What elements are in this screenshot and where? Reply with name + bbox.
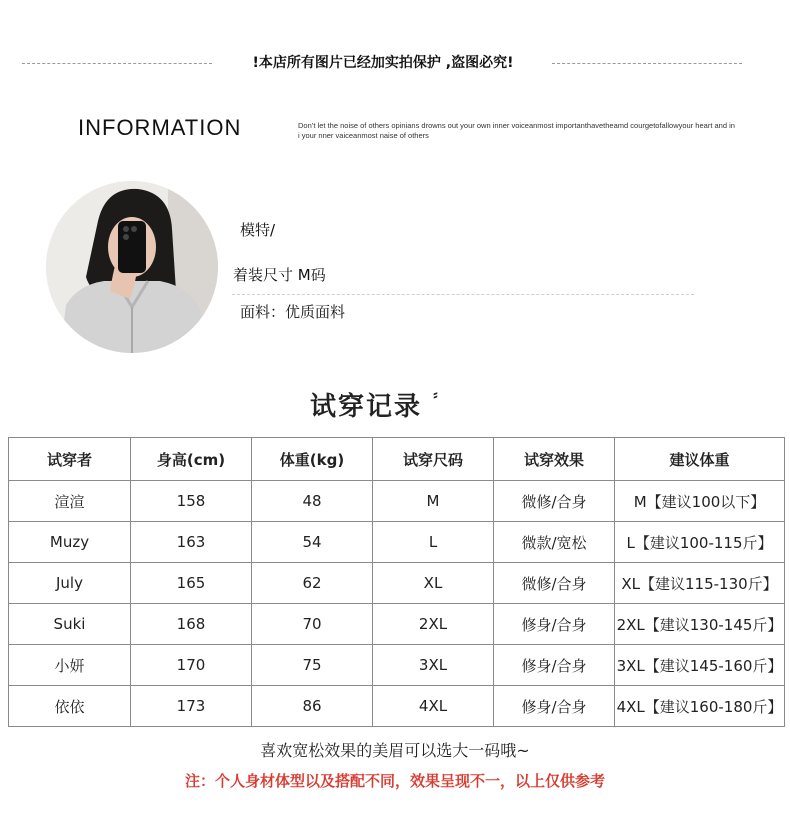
cell-height: 170 xyxy=(131,645,252,686)
cell-height: 173 xyxy=(131,686,252,727)
size-label: 着装尺寸 M码 xyxy=(233,266,326,284)
cell-height: 158 xyxy=(131,481,252,522)
cell-tester: July xyxy=(9,563,131,604)
cell-effect: 修身/合身 xyxy=(494,645,615,686)
sparkle-icon: ⸗ xyxy=(433,387,440,403)
model-avatar xyxy=(46,181,218,353)
header-height: 身高(cm) xyxy=(131,438,252,481)
cell-weight: 48 xyxy=(252,481,373,522)
table-row xyxy=(9,645,785,686)
cell-weight: 70 xyxy=(252,604,373,645)
cell-size: XL xyxy=(373,563,494,604)
size-tip: 喜欢宽松效果的美眉可以选大一码哦~ xyxy=(260,741,530,760)
information-text: Don’t let the noise of others opinians drowns out your own inner voiceanmost importanthavetheamd courgetofallowyour heart and in i your nner vaiceanmost naise of others xyxy=(298,121,735,140)
header-effect: 试穿效果 xyxy=(494,438,615,481)
table-row xyxy=(9,563,785,604)
disclaimer-note: 注：个人身材体型以及搭配不同，效果呈现不一，以上仅供参考 xyxy=(184,772,605,790)
cell-effect: 微修/合身 xyxy=(494,481,615,522)
cell-weight: 62 xyxy=(252,563,373,604)
cell-tester: 小妍 xyxy=(9,645,131,686)
cell-effect: 修身/合身 xyxy=(494,686,615,727)
cell-effect: 微修/合身 xyxy=(494,563,615,604)
cell-height: 163 xyxy=(131,522,252,563)
cell-tester: 渲渲 xyxy=(9,481,131,522)
header-suggested-weight: 建议体重 xyxy=(615,438,785,481)
divider-left xyxy=(22,63,212,64)
cell-weight: 54 xyxy=(252,522,373,563)
table-header-row xyxy=(9,438,785,481)
cell-suggested-weight: L【建议100-115斤】 xyxy=(615,522,785,563)
table-row xyxy=(9,604,785,645)
cell-size: 4XL xyxy=(373,686,494,727)
notice-row xyxy=(22,52,767,74)
cell-weight: 86 xyxy=(252,686,373,727)
size-table xyxy=(8,437,785,727)
cell-suggested-weight: 4XL【建议160-180斤】 xyxy=(615,686,785,727)
divider-right xyxy=(552,63,742,64)
cell-tester: Muzy xyxy=(9,522,131,563)
cell-tester: 依依 xyxy=(9,686,131,727)
spec-divider xyxy=(232,294,694,295)
section-title-text: 试穿记录 xyxy=(310,392,423,422)
cell-tester: Suki xyxy=(9,604,131,645)
fabric-label: 面料：优质面料 xyxy=(240,303,346,321)
cell-weight: 75 xyxy=(252,645,373,686)
header-weight: 体重(kg) xyxy=(252,438,373,481)
cell-size: 2XL xyxy=(373,604,494,645)
cell-effect: 微款/宽松 xyxy=(494,522,615,563)
table-row xyxy=(9,686,785,727)
cell-height: 165 xyxy=(131,563,252,604)
information-title: INFORMATION xyxy=(78,115,242,140)
header-tester: 试穿者 xyxy=(9,438,131,481)
model-label: 模特/ xyxy=(240,221,276,239)
section-title xyxy=(310,386,440,423)
table-row xyxy=(9,481,785,522)
cell-suggested-weight: 3XL【建议145-160斤】 xyxy=(615,645,785,686)
cell-suggested-weight: 2XL【建议130-145斤】 xyxy=(615,604,785,645)
cell-suggested-weight: XL【建议115-130斤】 xyxy=(615,563,785,604)
cell-size: 3XL xyxy=(373,645,494,686)
header-size: 试穿尺码 xyxy=(373,438,494,481)
cell-suggested-weight: M【建议100以下】 xyxy=(615,481,785,522)
copyright-notice: !本店所有图片已经加实拍保护 ,盗图必究! xyxy=(252,55,514,71)
table-row xyxy=(9,522,785,563)
cell-height: 168 xyxy=(131,604,252,645)
cell-size: M xyxy=(373,481,494,522)
cell-size: L xyxy=(373,522,494,563)
cell-effect: 修身/合身 xyxy=(494,604,615,645)
